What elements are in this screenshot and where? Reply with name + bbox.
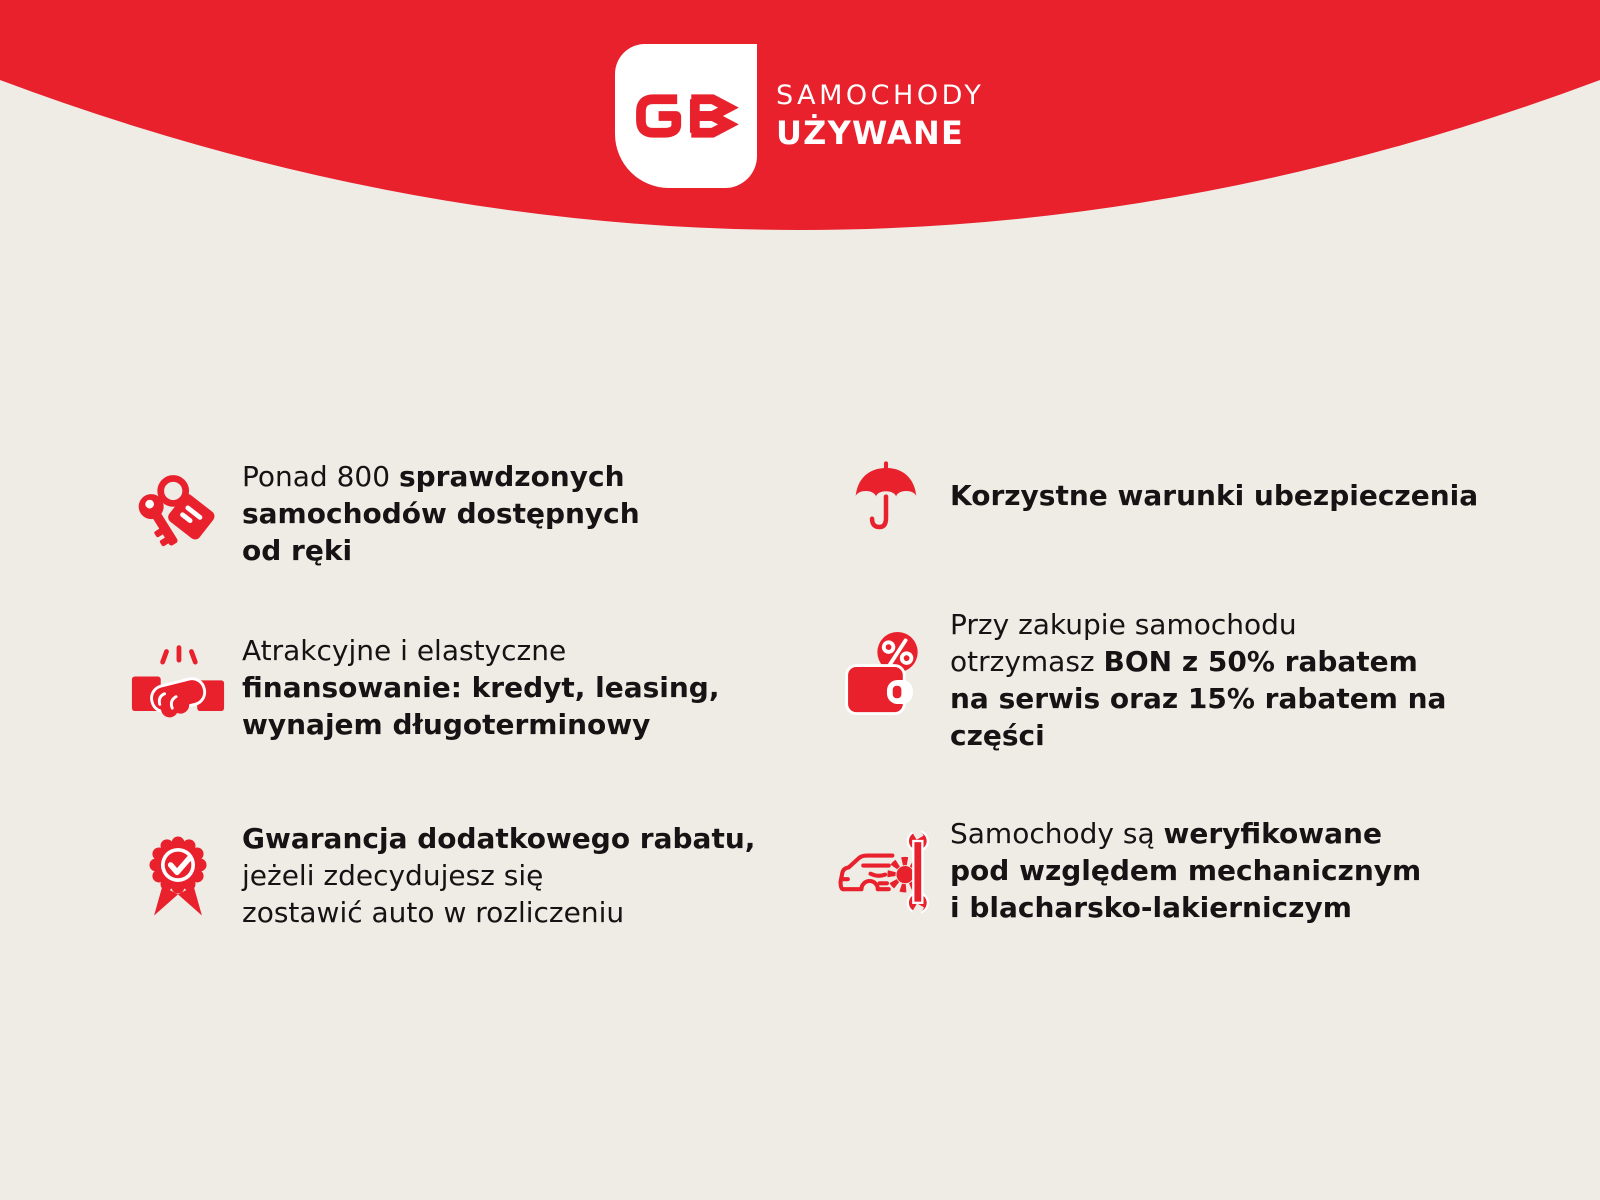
text-segment: otrzymasz	[950, 645, 1104, 678]
text-line	[950, 680, 1446, 717]
text-segment: na serwis oraz 15% rabatem na	[950, 682, 1447, 715]
feature-service-bon	[836, 606, 1446, 754]
brand-logo-tile	[615, 44, 757, 188]
feature-text	[242, 458, 640, 569]
text-line	[242, 532, 640, 569]
text-segment: Samochody są	[950, 817, 1164, 850]
brand-name-line1: SAMOCHODY	[776, 80, 985, 111]
feature-verification	[836, 815, 1421, 926]
text-segment: wynajem długoterminowy	[242, 708, 651, 741]
feature-text	[242, 632, 720, 743]
text-line	[950, 477, 1478, 514]
text-segment: finansowanie: kredyt, leasing,	[242, 671, 720, 704]
text-line	[242, 706, 720, 743]
text-line	[950, 717, 1446, 754]
text-segment: i blacharsko-lakierniczym	[950, 891, 1352, 924]
brand-wordmark	[776, 80, 984, 152]
feature-financing	[128, 632, 720, 743]
text-segment: sprawdzonych	[398, 460, 625, 493]
text-line	[950, 606, 1446, 643]
umbrella-icon	[836, 452, 936, 538]
text-line	[242, 458, 640, 495]
text-segment: Gwarancja dodatkowego rabatu,	[242, 822, 756, 855]
text-segment: zostawić auto w rozliczeniu	[242, 896, 625, 929]
text-line	[950, 643, 1446, 680]
text-segment: samochodów dostępnych	[242, 497, 640, 530]
feature-text	[950, 477, 1478, 514]
wallet-discount-icon	[836, 625, 936, 735]
text-segment: części	[950, 719, 1045, 752]
text-segment: pod względem mechanicznym	[950, 854, 1422, 887]
text-line	[242, 894, 755, 931]
text-line	[950, 852, 1421, 889]
text-segment: Ponad 800	[242, 460, 399, 493]
award-badge-icon	[128, 828, 228, 924]
text-segment: Korzystne warunki ubezpieczenia	[950, 478, 1479, 512]
brand-name-line2: UŻYWANE	[776, 114, 965, 152]
car-service-icon	[836, 821, 936, 921]
text-segment: jeżeli zdecydujesz się	[242, 859, 544, 892]
text-segment: weryfikowane	[1163, 817, 1382, 850]
text-line	[242, 669, 720, 706]
text-line	[242, 820, 755, 857]
text-segment: BON z 50% rabatem	[1103, 645, 1418, 678]
car-keys-icon	[128, 466, 228, 562]
feature-text	[950, 606, 1446, 754]
gb-logo-icon	[633, 92, 739, 140]
handshake-icon	[128, 640, 228, 736]
text-segment: od ręki	[242, 534, 353, 567]
text-segment: Atrakcyjne i elastyczne	[242, 634, 567, 667]
feature-insurance	[836, 450, 1478, 540]
text-segment: Przy zakupie samochodu	[950, 608, 1297, 641]
text-line	[242, 632, 720, 669]
feature-available-cars	[128, 458, 640, 569]
text-line	[950, 815, 1421, 852]
feature-text	[242, 820, 755, 931]
text-line	[242, 495, 640, 532]
feature-text	[950, 815, 1421, 926]
header-arc-shape	[0, 0, 1600, 400]
text-line	[950, 889, 1421, 926]
text-line	[242, 857, 755, 894]
feature-discount-guarantee	[128, 820, 755, 931]
